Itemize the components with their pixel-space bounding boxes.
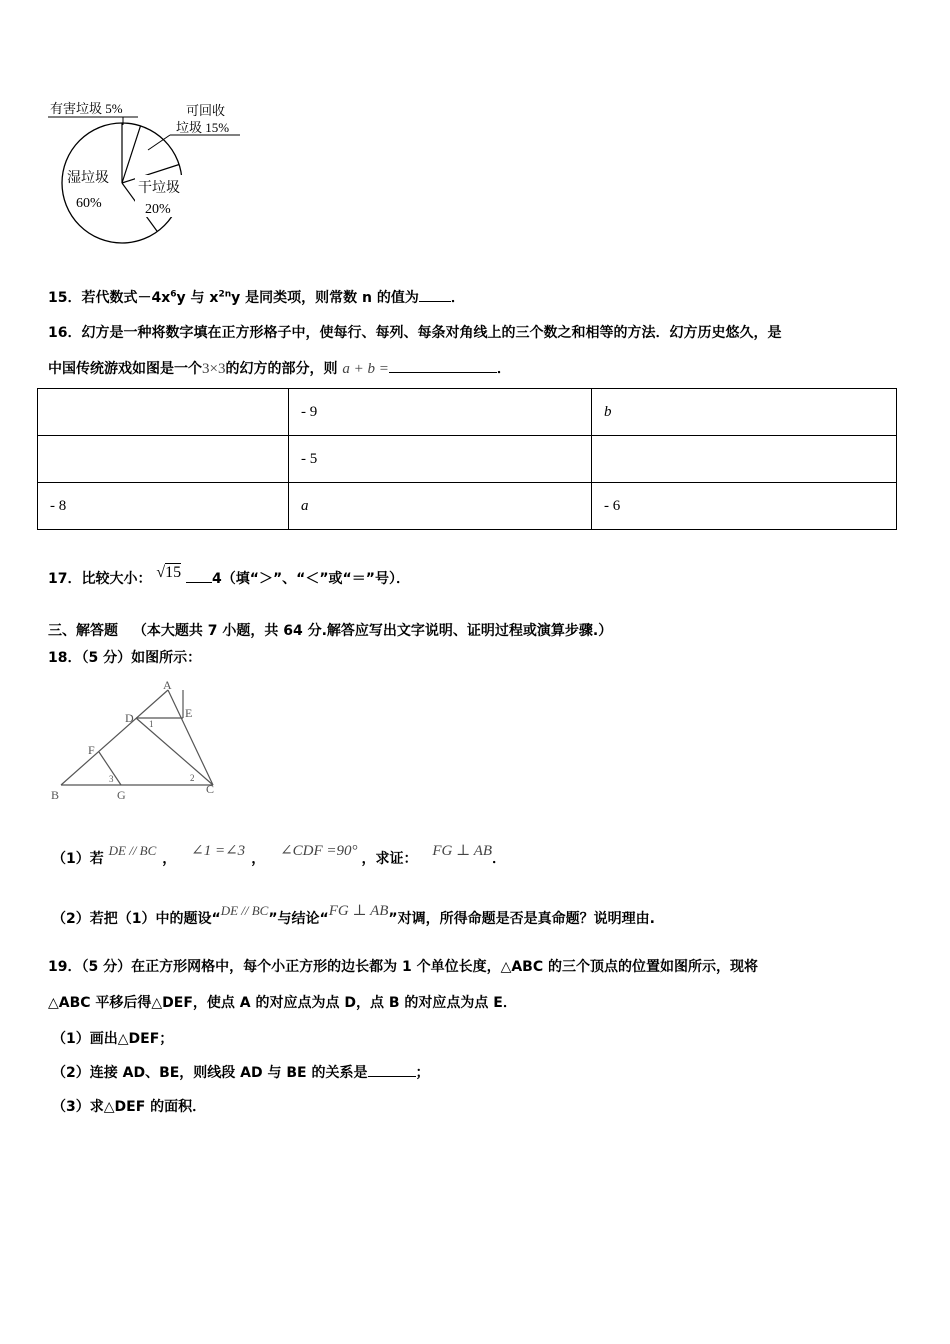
pie-label-wet-1: 湿垃圾 [67, 171, 109, 186]
label-angle-1: 1 [149, 719, 154, 729]
q17-after: 4（填“＞”、“＜”或“＝”号）． [212, 571, 410, 587]
q18-p2-end: ”对调，所得命题是否是真命题？说明理由. [388, 911, 655, 927]
label-angle-3: 3 [109, 774, 114, 784]
segment-AC [168, 690, 213, 785]
section-3-note: （本大题共 7 小题，共 64 分.解答应写出文字说明、证明过程或演算步骤.） [132, 623, 613, 639]
q16-end: ． [496, 361, 511, 377]
q18-p1-mid: ，求证： [361, 851, 418, 867]
q15-end: ． [450, 290, 465, 306]
q15-exponent-6: 6 [170, 289, 177, 300]
q15-answer-blank[interactable] [419, 287, 451, 302]
question-18-head: 18．（5 分）如图所示： [48, 650, 202, 666]
q18-p1-cond-right-angle: ∠CDF =90° [280, 843, 358, 859]
q18-p1-sep2: ， [251, 851, 266, 867]
question-19-line-2: △ABC 平移后得△DEF，使点 A 的对应点为点 D，点 B 的对应点为点 E． [48, 995, 517, 1011]
question-15 [48, 287, 465, 307]
question-17 [48, 564, 410, 588]
magic-square-cell [38, 436, 289, 483]
magic-square-cell [38, 389, 289, 436]
q17-answer-blank[interactable] [186, 568, 212, 583]
q17-prefix: 17．比较大小： [48, 571, 152, 587]
sqrt-15: √15 [156, 564, 182, 581]
section-3-header [48, 620, 612, 640]
q18-p2-mid: ”与结论“ [268, 911, 329, 927]
question-19-line-1: 19．（5 分）在正方形网格中，每个小正方形的边长都为 1 个单位长度，△ABC 的三个顶点的位置如图所示，现将 [48, 959, 759, 975]
label-F: F [88, 743, 95, 757]
q19-part-1: （1）画出△DEF； [52, 1031, 174, 1047]
magic-square-cell: - 6 [592, 483, 897, 530]
q18-p1-goal: FG ⊥ AB [432, 843, 493, 859]
q19-part-3: （3）求△DEF 的面积． [52, 1099, 207, 1115]
q18-p1-sep1: ， [162, 851, 177, 867]
q16-line2-mid: 的幻方的部分，则 [225, 361, 338, 377]
question-16-line-2 [48, 358, 511, 378]
q19-part-2 [52, 1062, 430, 1082]
q18-part-2 [52, 903, 655, 928]
label-E: E [185, 706, 193, 720]
pie-label-recyclable-2: 垃圾 15% [176, 120, 230, 135]
segment-AB [61, 690, 168, 785]
question-16-line-1: 16．幻方是一种将数字填在正方形格子中，使每行、每列、每条对角线上的三个数之和相等的方法．幻方历史悠久，是 [48, 325, 782, 341]
q16-line2-prefix: 中国传统游戏如图是一个 [48, 361, 202, 377]
q16-answer-blank[interactable] [389, 358, 497, 373]
pie-label-recyclable-1: 可回收 [186, 103, 226, 118]
pie-label-wet-2: 60% [76, 196, 102, 211]
magic-square-row-3 [38, 483, 897, 530]
pie-slice-boundary [122, 126, 141, 183]
label-B: B [51, 788, 60, 802]
magic-square-cell: - 5 [289, 436, 592, 483]
q19-p2-prefix: （2）连接 AD、BE，则线段 AD 与 BE 的关系是 [52, 1065, 368, 1081]
q18-p1-end: ． [492, 851, 507, 867]
magic-square-row-2 [38, 436, 897, 483]
magic-square-cell [592, 436, 897, 483]
q18-p2-prefix: （2）若把（1）中的题设“ [52, 911, 221, 927]
label-D: D [125, 711, 134, 725]
q18-p1-prefix: （1）若 [52, 851, 104, 867]
magic-square-row-1 [38, 389, 897, 436]
magic-square-cell: - 8 [38, 483, 289, 530]
label-G: G [117, 788, 126, 802]
section-3-title: 三、解答题 [48, 623, 118, 639]
q18-p1-cond-angles: ∠1 =∠3 [191, 843, 246, 859]
q15-text-1: 15．若代数式－4x [48, 290, 171, 306]
pie-label-dry-2: 20% [145, 202, 171, 217]
pie-label-hazardous: 有害垃圾 5% [50, 101, 123, 116]
q16-dims: 3×3 [202, 361, 226, 377]
magic-square-cell: - 9 [289, 389, 592, 436]
q18-p2-goal: FG ⊥ AB [328, 903, 389, 919]
magic-square-table [37, 388, 897, 530]
label-A: A [163, 678, 172, 692]
q18-p1-cond-parallel: DE // BC [108, 843, 157, 858]
segment-DC [136, 718, 213, 785]
q19-p2-answer-blank[interactable] [368, 1062, 416, 1077]
pie-label-dry-1: 干垃圾 [138, 181, 180, 196]
q19-p2-end: ； [415, 1065, 430, 1081]
label-C: C [206, 782, 215, 796]
magic-square-cell: b [592, 389, 897, 436]
label-angle-2: 2 [190, 773, 195, 783]
sqrt-radicand: 15 [165, 564, 182, 581]
q18-geometry-figure [45, 675, 235, 805]
q15-text-3: y 是同类项，则常数 n 的值为 [231, 290, 419, 306]
q15-text-2: y 与 x [176, 290, 219, 306]
q18-part-1 [52, 843, 507, 868]
garbage-pie-chart [40, 95, 260, 260]
q15-exponent-2n: 2n [218, 289, 232, 300]
q18-p2-cond: DE // BC [220, 903, 269, 918]
q16-expression: a + b = [342, 361, 389, 377]
magic-square-cell: a [289, 483, 592, 530]
